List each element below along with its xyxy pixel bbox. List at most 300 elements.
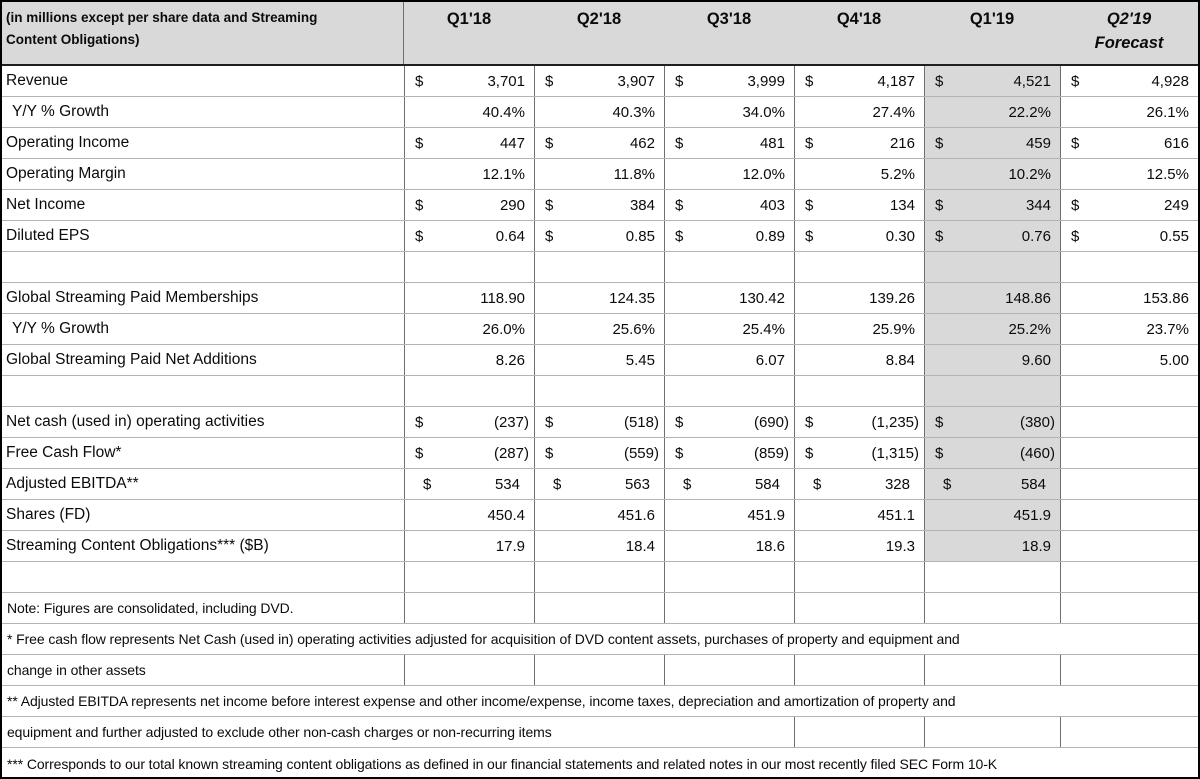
table-cell (404, 469, 534, 499)
table-cell-empty (1060, 252, 1198, 282)
row-label-cell (2, 221, 404, 251)
table-cell (794, 159, 924, 189)
table-row (2, 97, 1198, 128)
table-cell (1060, 159, 1198, 189)
row-label-cell (2, 283, 404, 313)
row-label: Y/Y % Growth (12, 320, 110, 337)
cell-value: (559) (623, 444, 659, 462)
table-cell (924, 190, 1060, 220)
table-cell (664, 128, 794, 158)
table-cell (404, 66, 534, 96)
table-cell (664, 407, 794, 437)
table-cell (794, 314, 924, 344)
table-cell-empty (1060, 655, 1198, 685)
table-cell (1060, 314, 1198, 344)
spacer-row (2, 252, 1198, 283)
footnote-row (2, 593, 1198, 624)
row-label-cell (2, 97, 404, 127)
table-cell (664, 66, 794, 96)
table-cell-empty (1060, 407, 1198, 437)
cell-value: 18.6 (755, 537, 785, 555)
table-cell (404, 159, 534, 189)
cell-value: 584 (754, 475, 780, 493)
table-cell (1060, 345, 1198, 375)
currency-symbol: $ (415, 196, 424, 214)
currency-symbol: $ (675, 196, 684, 214)
cell-value: 290 (499, 196, 525, 214)
currency-symbol: $ (545, 444, 554, 462)
table-cell-empty (924, 655, 1060, 685)
column-header (664, 2, 794, 64)
row-label: Shares (FD) (6, 506, 91, 523)
table-cell-empty (664, 624, 794, 654)
table-cell (924, 283, 1060, 313)
table-cell-empty (1060, 469, 1198, 499)
table-cell-empty (794, 686, 924, 716)
footnote-text-cell (2, 686, 956, 716)
table-cell-empty (1060, 686, 1198, 716)
table-cell (924, 469, 1060, 499)
table-cell (534, 469, 664, 499)
footnote-text: ** Adjusted EBITDA represents net income before interest expense and other income/expense, income taxes, depreciation and amortization of property and (7, 693, 956, 709)
currency-symbol: $ (1071, 227, 1080, 245)
table-cell-empty (924, 686, 1060, 716)
currency-symbol: $ (805, 72, 814, 90)
table-cell (404, 314, 534, 344)
footnote-text: * Free cash flow represents Net Cash (used in) operating activities adjusted for acquisition of DVD content assets, purchases of property and equipment and (7, 631, 960, 647)
footnote-text: change in other assets (7, 662, 146, 678)
cell-value: 17.9 (495, 537, 525, 555)
row-label-cell (2, 314, 404, 344)
row-label: Net cash (used in) operating activities (6, 413, 265, 430)
cell-value: 139.26 (869, 289, 915, 307)
table-cell (924, 438, 1060, 468)
table-cell-empty (924, 252, 1060, 282)
table-cell (534, 128, 664, 158)
table-cell-empty (534, 376, 664, 406)
table-cell-empty (404, 748, 534, 779)
table-cell (794, 438, 924, 468)
column-header-sublabel: Forecast (1094, 34, 1164, 52)
cell-value: 27.4% (872, 103, 915, 121)
table-cell-empty (404, 252, 534, 282)
table-cell (924, 314, 1060, 344)
cell-value: 451.6 (617, 506, 655, 524)
cell-value: 451.9 (1013, 506, 1051, 524)
table-cell (534, 438, 664, 468)
column-header-label: Q1'19 (969, 10, 1015, 28)
currency-symbol: $ (805, 444, 814, 462)
table-cell (664, 469, 794, 499)
cell-value: 563 (624, 475, 650, 493)
column-header (924, 2, 1060, 64)
table-cell-empty (924, 748, 1060, 779)
currency-symbol: $ (545, 72, 554, 90)
cell-value: 328 (884, 475, 910, 493)
cell-value: (1,235) (871, 413, 919, 431)
table-cell (1060, 128, 1198, 158)
cell-value: 134 (889, 196, 915, 214)
table-row (2, 469, 1198, 500)
cell-value: 5.2% (880, 165, 915, 183)
cell-value: 0.55 (1159, 227, 1189, 245)
table-cell (534, 159, 664, 189)
table-cell-empty (924, 376, 1060, 406)
cell-value: 12.0% (742, 165, 785, 183)
table-cell (404, 128, 534, 158)
cell-value: (287) (493, 444, 529, 462)
cell-value: 118.90 (480, 289, 525, 307)
table-cell (664, 159, 794, 189)
currency-symbol: $ (1071, 134, 1080, 152)
title-line-2: Content Obligations) (6, 31, 140, 47)
cell-value: (859) (753, 444, 789, 462)
row-label: Net Income (6, 196, 86, 213)
table-cell (924, 531, 1060, 561)
cell-value: 4,187 (877, 72, 915, 90)
cell-value: 249 (1163, 196, 1189, 214)
table-cell-empty (794, 624, 924, 654)
cell-value: 9.60 (1021, 351, 1051, 369)
table-cell-empty (664, 593, 794, 623)
table-cell-empty (664, 686, 794, 716)
table-cell (534, 345, 664, 375)
cell-value: 40.4% (482, 103, 525, 121)
table-cell (924, 97, 1060, 127)
table-cell-empty (534, 748, 664, 779)
table-cell (404, 407, 534, 437)
footnote-text-cell (2, 593, 404, 623)
cell-value: (237) (493, 413, 529, 431)
footnote-text: equipment and further adjusted to exclude other non-cash charges or non-recurring items (7, 724, 552, 740)
table-row (2, 314, 1198, 345)
cell-value: 26.1% (1146, 103, 1189, 121)
cell-value: 34.0% (742, 103, 785, 121)
cell-value: 481 (759, 134, 785, 152)
column-header-label: Q2'19 (1106, 10, 1152, 28)
cell-value: 25.9% (872, 320, 915, 338)
cell-value: 216 (889, 134, 915, 152)
cell-value: 462 (629, 134, 655, 152)
cell-value: 19.3 (885, 537, 915, 555)
row-label: Free Cash Flow* (6, 444, 122, 461)
table-cell (794, 407, 924, 437)
currency-symbol: $ (683, 475, 692, 493)
cell-value: 23.7% (1146, 320, 1189, 338)
table-cell-empty (664, 748, 794, 779)
currency-symbol: $ (805, 413, 814, 431)
row-label-cell (2, 500, 404, 530)
table-cell-empty (664, 376, 794, 406)
table-cell (664, 438, 794, 468)
table-cell (794, 283, 924, 313)
table-cell-empty (534, 686, 664, 716)
cell-value: 22.2% (1008, 103, 1051, 121)
footnote-text-cell (2, 655, 404, 685)
table-cell (794, 221, 924, 251)
cell-value: 25.4% (742, 320, 785, 338)
footnote-row (2, 655, 1198, 686)
table-cell (924, 221, 1060, 251)
currency-symbol: $ (675, 413, 684, 431)
currency-symbol: $ (545, 413, 554, 431)
cell-value: (518) (623, 413, 659, 431)
table-cell-empty (664, 655, 794, 685)
table-cell (534, 314, 664, 344)
cell-value: 25.6% (612, 320, 655, 338)
cell-value: 616 (1163, 134, 1189, 152)
table-row (2, 159, 1198, 190)
table-row (2, 283, 1198, 314)
table-header-row (2, 2, 1198, 66)
table-cell (534, 190, 664, 220)
footnote-row (2, 717, 1198, 748)
cell-value: 3,907 (617, 72, 655, 90)
table-cell (404, 221, 534, 251)
table-cell-empty (1060, 531, 1198, 561)
table-cell (664, 97, 794, 127)
currency-symbol: $ (935, 444, 944, 462)
footnote-text: Note: Figures are consolidated, including DVD. (7, 600, 294, 616)
row-label: Operating Margin (6, 165, 126, 182)
table-cell-empty (1060, 500, 1198, 530)
row-label-cell (2, 66, 404, 96)
currency-symbol: $ (545, 134, 554, 152)
row-label-cell (2, 252, 404, 282)
table-cell-empty (1060, 717, 1198, 747)
cell-value: 0.85 (625, 227, 655, 245)
cell-value: 0.76 (1021, 227, 1051, 245)
table-cell (924, 159, 1060, 189)
row-label: Adjusted EBITDA** (6, 475, 139, 492)
currency-symbol: $ (935, 134, 944, 152)
table-title-text (2, 2, 317, 50)
cell-value: 447 (499, 134, 525, 152)
cell-value: 3,701 (487, 72, 525, 90)
cell-value: 0.89 (755, 227, 785, 245)
cell-value: (690) (753, 413, 789, 431)
table-cell-empty (534, 252, 664, 282)
cell-value: 451.9 (747, 506, 785, 524)
table-cell-empty (1060, 438, 1198, 468)
currency-symbol: $ (935, 196, 944, 214)
table-cell-empty (794, 717, 924, 747)
table-row (2, 407, 1198, 438)
table-cell-empty (664, 717, 794, 747)
column-header (1060, 2, 1198, 64)
table-cell (794, 469, 924, 499)
table-cell-empty (534, 593, 664, 623)
table-row (2, 531, 1198, 562)
cell-value: 18.4 (625, 537, 655, 555)
table-cell (1060, 190, 1198, 220)
row-label: Global Streaming Paid Net Additions (6, 351, 257, 368)
table-title-cell (2, 2, 404, 64)
cell-value: 18.9 (1021, 537, 1051, 555)
table-cell (404, 345, 534, 375)
title-line-1: (in millions except per share data and Streaming (6, 10, 318, 25)
cell-value: 450.4 (487, 506, 525, 524)
table-cell (1060, 97, 1198, 127)
table-cell (924, 128, 1060, 158)
table-cell-empty (794, 593, 924, 623)
cell-value: 5.00 (1159, 351, 1189, 369)
table-cell-empty (794, 252, 924, 282)
table-cell (664, 500, 794, 530)
footnote-text: *** Corresponds to our total known streaming content obligations as defined in our financial statements and related notes in our most recently filed SEC Form 10-K (7, 755, 998, 772)
table-cell (664, 221, 794, 251)
row-label: Streaming Content Obligations*** ($B) (6, 537, 269, 554)
table-cell (794, 500, 924, 530)
table-cell (924, 407, 1060, 437)
currency-symbol: $ (935, 227, 944, 245)
table-cell (404, 97, 534, 127)
table-row (2, 221, 1198, 252)
table-cell-empty (404, 624, 534, 654)
table-cell (924, 345, 1060, 375)
currency-symbol: $ (675, 444, 684, 462)
spacer-row (2, 376, 1198, 407)
table-cell-empty (794, 748, 924, 779)
currency-symbol: $ (545, 196, 554, 214)
currency-symbol: $ (943, 475, 952, 493)
footnote-row (2, 686, 1198, 717)
table-cell (794, 531, 924, 561)
table-cell-empty (794, 376, 924, 406)
row-label-cell (2, 345, 404, 375)
table-row (2, 128, 1198, 159)
currency-symbol: $ (675, 72, 684, 90)
table-cell (1060, 221, 1198, 251)
cell-value: 40.3% (612, 103, 655, 121)
currency-symbol: $ (675, 227, 684, 245)
column-header-label: Q4'18 (836, 10, 882, 28)
table-cell-empty (794, 655, 924, 685)
table-cell (534, 531, 664, 561)
currency-symbol: $ (935, 413, 944, 431)
table-cell (924, 500, 1060, 530)
currency-symbol: $ (675, 134, 684, 152)
table-cell (534, 500, 664, 530)
row-label: Diluted EPS (6, 227, 90, 244)
row-label: Operating Income (6, 134, 130, 151)
cell-value: 5.45 (625, 351, 655, 369)
cell-value: (380) (1019, 413, 1055, 431)
cell-value: 130.42 (739, 289, 785, 307)
table-cell (1060, 283, 1198, 313)
cell-value: 10.2% (1008, 165, 1051, 183)
table-cell-empty (664, 562, 794, 592)
table-cell-empty (404, 593, 534, 623)
currency-symbol: $ (415, 444, 424, 462)
table-row (2, 500, 1198, 531)
cell-value: 451.1 (877, 506, 915, 524)
cell-value: 459 (1025, 134, 1051, 152)
table-cell (534, 407, 664, 437)
table-cell-empty (794, 562, 924, 592)
table-cell (664, 314, 794, 344)
cell-value: 25.2% (1008, 320, 1051, 338)
table-cell (664, 345, 794, 375)
currency-symbol: $ (415, 227, 424, 245)
currency-symbol: $ (545, 227, 554, 245)
table-cell-empty (924, 624, 1060, 654)
cell-value: (460) (1019, 444, 1055, 462)
table-cell-empty (404, 376, 534, 406)
cell-value: 124.35 (609, 289, 655, 307)
row-label: Revenue (6, 72, 69, 89)
cell-value: 584 (1020, 475, 1046, 493)
table-cell-empty (534, 717, 664, 747)
row-label-cell (2, 376, 404, 406)
table-cell (924, 66, 1060, 96)
table-row (2, 345, 1198, 376)
table-cell-empty (664, 252, 794, 282)
currency-symbol: $ (1071, 196, 1080, 214)
currency-symbol: $ (553, 475, 562, 493)
table-cell (404, 500, 534, 530)
column-header-label: Q3'18 (706, 10, 752, 28)
currency-symbol: $ (935, 72, 944, 90)
cell-value: 12.5% (1146, 165, 1189, 183)
spacer-row (2, 562, 1198, 593)
currency-symbol: $ (415, 413, 424, 431)
table-cell-empty (1060, 562, 1198, 592)
row-label-cell (2, 128, 404, 158)
table-cell (794, 190, 924, 220)
currency-symbol: $ (423, 475, 432, 493)
currency-symbol: $ (1071, 72, 1080, 90)
table-cell-empty (1060, 376, 1198, 406)
column-header-label: Q2'18 (576, 10, 622, 28)
table-cell-empty (534, 624, 664, 654)
cell-value: 11.8% (613, 165, 655, 183)
table-cell (794, 66, 924, 96)
table-cell (794, 345, 924, 375)
table-cell-empty (404, 655, 534, 685)
footnote-text-cell (2, 624, 960, 654)
table-cell (664, 283, 794, 313)
cell-value: 8.84 (885, 351, 915, 369)
table-cell-empty (404, 717, 534, 747)
currency-symbol: $ (805, 196, 814, 214)
table-cell-empty (1060, 624, 1198, 654)
table-cell (404, 531, 534, 561)
table-row (2, 190, 1198, 221)
table-cell-empty (1060, 748, 1198, 779)
currency-symbol: $ (415, 134, 424, 152)
column-header (404, 2, 534, 64)
row-label: Global Streaming Paid Memberships (6, 289, 259, 306)
cell-value: 6.07 (755, 351, 785, 369)
footnote-text-cell (2, 717, 552, 747)
cell-value: 4,928 (1151, 72, 1189, 90)
cell-value: (1,315) (871, 444, 919, 462)
cell-value: 26.0% (482, 320, 525, 338)
cell-value: 8.26 (495, 351, 525, 369)
cell-value: 12.1% (482, 165, 525, 183)
table-cell-empty (404, 686, 534, 716)
table-cell (404, 438, 534, 468)
cell-value: 153.86 (1143, 289, 1189, 307)
table-row (2, 66, 1198, 97)
table-cell (794, 97, 924, 127)
table-cell (534, 283, 664, 313)
column-header (794, 2, 924, 64)
cell-value: 384 (629, 196, 655, 214)
footnote-text-cell (2, 562, 404, 592)
row-label-cell (2, 438, 404, 468)
